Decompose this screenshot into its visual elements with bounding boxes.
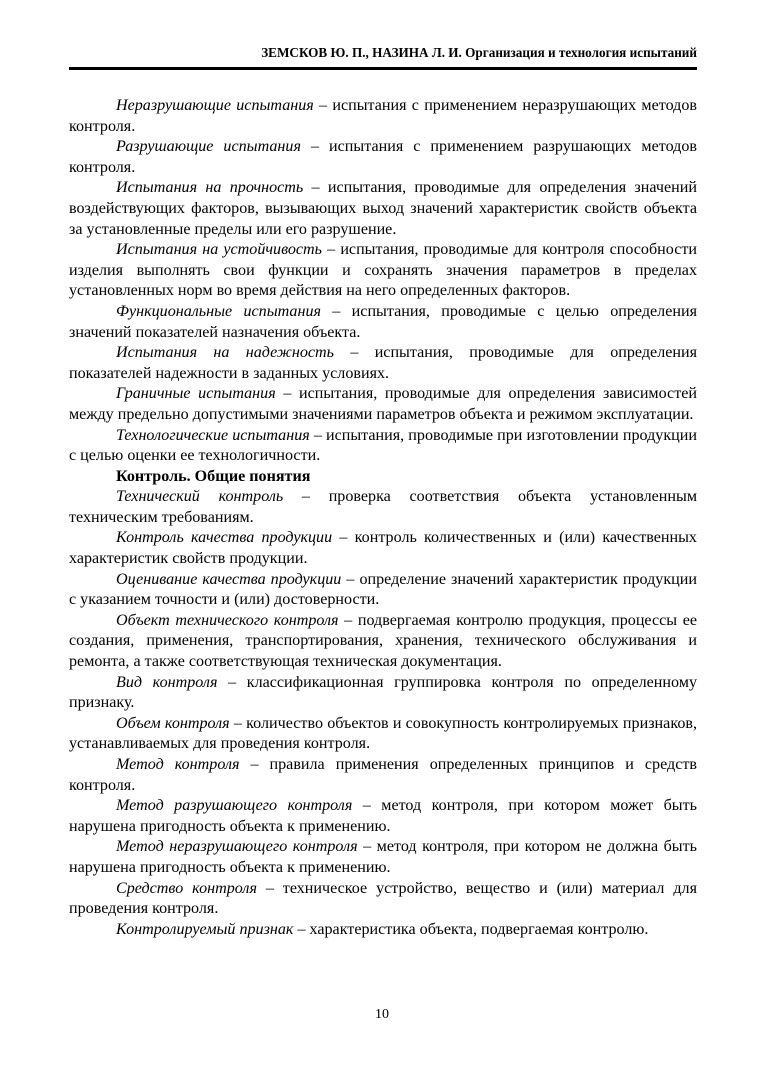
definition-term: Оценивание качества продукции [116, 570, 342, 588]
definition-paragraph [69, 487, 697, 528]
definition-paragraph [69, 796, 697, 837]
definition-text: – проверка соответствия объекта установленным техническим требованиям. [69, 488, 697, 526]
section-heading: Контроль. Общие понятия [116, 467, 311, 485]
definition-paragraph [69, 837, 697, 878]
definition-text: – подвергаемая контролю продукция, процессы ее создания, применения, транспортирования, хранения, технического обслуживания и ремонта, а также соответствующая техническая документация. [69, 611, 697, 671]
definition-paragraph [69, 755, 697, 796]
definition-paragraph [69, 673, 697, 714]
definition-term: Контролируемый признак [116, 920, 294, 938]
definition-text: – испытания, проводимые для определения зависимостей между предельно допустимыми значениями параметров объекта и режимом эксплуатации. [69, 385, 697, 423]
definition-term: Неразрушающие испытания [116, 97, 314, 114]
definition-paragraph [69, 302, 697, 343]
definition-text: – техническое устройство, вещество и (или) материал для проведения контроля. [69, 879, 697, 918]
definition-paragraph [69, 384, 697, 425]
definition-term: Объем контроля [116, 714, 230, 732]
definition-paragraph [69, 343, 697, 384]
definition-term: Испытания на прочность [116, 179, 304, 197]
definition-paragraph [69, 920, 697, 941]
definition-text: – правила применения определенных принципов и средств контроля. [69, 756, 697, 794]
definition-term: Технический контроль [116, 488, 284, 506]
definition-text: – испытания, проводимые для определения значений воздействующих факторов, вызывающих выход значений характеристик свойств объекта за установленные пределы или его разрушение. [69, 179, 697, 238]
definition-text: – количество объектов и совокупность контролируемых признаков, устанавливаемых для проведения контроля. [69, 714, 697, 753]
definition-term: Граничные испытания [116, 385, 276, 403]
definition-text: – испытания, проводимые для контроля способности изделия выполнять свои функции и сохранять значения параметров в пределах установленных норм во время действия на него определенных факторов. [69, 241, 697, 300]
definition-paragraph [69, 137, 697, 178]
definition-text: – испытания с применением неразрушающих методов контроля. [69, 97, 697, 135]
body-text [69, 96, 697, 940]
definition-term: Метод контроля [116, 756, 240, 773]
definition-term: Технологические испытания [116, 426, 310, 444]
definition-text: – испытания с применением разрушающих методов контроля. [69, 138, 697, 176]
definition-term: Средство контроля [116, 879, 257, 897]
definition-text: – характеристика объекта, подвергаемая контролю. [293, 920, 649, 938]
definition-text: – испытания, проводимые при изготовлении продукции с целью оценки ее технологичности. [69, 426, 697, 465]
definition-text: – классификационная группировка контроля по определенному признаку. [69, 673, 697, 712]
definition-paragraph [69, 178, 697, 240]
definition-paragraph [69, 714, 697, 755]
definition-paragraph [69, 528, 697, 569]
definition-paragraph [69, 570, 697, 611]
definition-paragraph [69, 879, 697, 920]
running-header: ЗЕМСКОВ Ю. П., НАЗИНА Л. И. Организация и технология испытаний [261, 45, 697, 60]
definition-term: Испытания на надежность [116, 344, 334, 362]
definition-text: – метод контроля, при котором может быть нарушена пригодность объекта к применению. [69, 797, 697, 835]
definition-term: Объект технического контроля [116, 611, 339, 629]
definition-text: – метод контроля, при котором не должна быть нарушена пригодность объекта к применению. [69, 838, 697, 876]
definition-term: Метод неразрушающего контроля [116, 838, 358, 856]
control-definitions-list [69, 487, 697, 940]
definition-paragraph [69, 96, 697, 137]
definition-term: Метод разрушающего контроля [116, 797, 353, 815]
definition-term: Испытания на устойчивость [116, 241, 323, 259]
definition-text: – испытания, проводимые с целью определения значений показателей назначения объекта. [69, 302, 697, 341]
definition-term: Вид контроля [116, 673, 218, 691]
definition-term: Контроль качества продукции [116, 529, 333, 547]
page-number: 10 [375, 1007, 389, 1022]
definition-term: Функциональные испытания [116, 302, 321, 320]
header-rule [69, 67, 697, 70]
definition-paragraph [69, 611, 697, 673]
test-definitions-list [69, 96, 697, 467]
definition-paragraph [69, 426, 697, 467]
definition-text: – определение значений характеристик продукции с указанием точности и (или) достоверности. [69, 570, 697, 609]
definition-text: – контроль количественных и (или) качественных характеристик свойств продукции. [69, 529, 697, 568]
definition-text: – испытания, проводимые для определения показателей надежности в заданных условиях. [69, 344, 697, 382]
definition-paragraph [69, 240, 697, 302]
definition-term: Разрушающие испытания [116, 138, 301, 156]
